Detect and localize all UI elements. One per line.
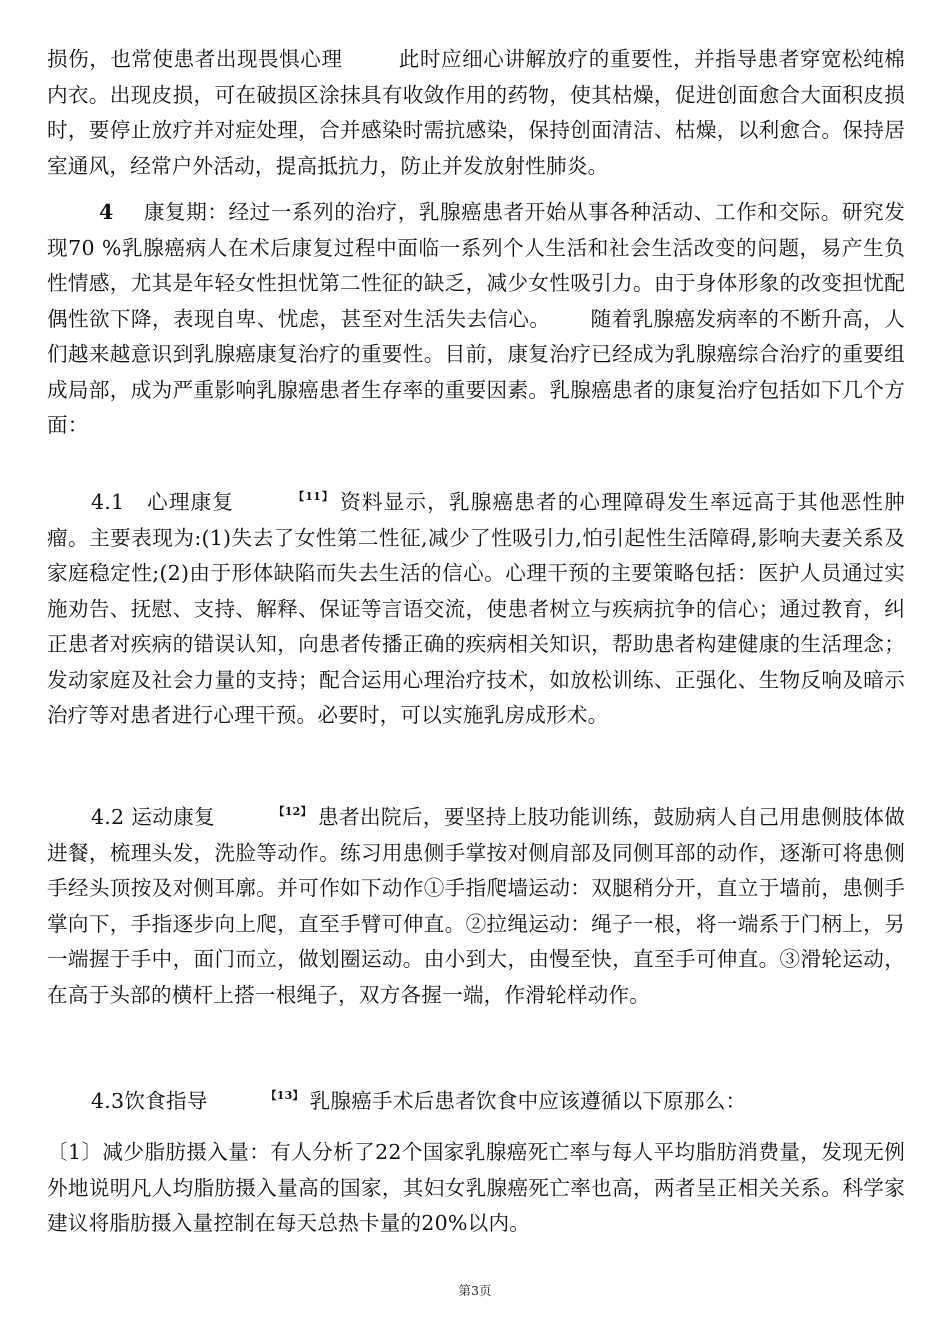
section-4-3-diet <box>47 1078 905 1120</box>
paragraph-recovery-period <box>47 195 905 444</box>
text-4-3: 乳腺癌手术后患者饮食中应该遵循以下原那么： <box>309 1089 747 1113</box>
section-4-1-psychological <box>47 479 905 734</box>
heading-4-3: 4.3饮食指导 <box>91 1089 208 1113</box>
ref-13: 【13】 <box>265 1089 304 1102</box>
text-4-1: 资料显示，乳腺癌患者的心理障碍发生率远高于其他恶性肿瘤。主要表现为:(1)失去了女性第二性征,减少了性吸引力,怕引起性生活障碍,影响夫妻关系及家庭稳定性;(2)由于形体缺陷而失去生活的信心。心理干预的主要策略包括：医护人员通过实施劝告、抚慰、支持、解释、保证等言语交流，使患者树立与疾病抗争的信心；通过教育，纠正患者对疾病的错误认知，向患者传播正确的疾病相关知识，帮助患者构建健康的生活理念；发动家庭及社会力量的支持；配合运用心理治疗技术，如放松训练、正强化、生物反响及暗示治疗等对患者进行心理干预。必要时，可以实施乳房成形术。 <box>47 490 905 727</box>
heading-4-2: 4.2 运动康复 <box>91 805 216 829</box>
text-reduce-fat: 〔1〕减少脂肪摄入量：有人分析了22个国家乳腺癌死亡率与每人平均脂肪消费量，发现无例外地说明凡人均脂肪摄入量高的国家，其妇女乳腺癌死亡率也高，两者呈正相关关系。科学家建议将脂肪摄入量控制在每天总热卡量的20%以内。 <box>47 1140 905 1235</box>
text-recovery-b: 随着乳腺癌发病率的不断升高，人们越来越意识到乳腺癌康复治疗的重要性。目前，康复治疗已经成为乳腺癌综合治疗的重要组成局部，成为严重影响乳腺癌患者生存率的重要因素。乳腺癌患者的康复治疗包括如下几个方面： <box>47 306 905 437</box>
section-number-4: 4 <box>99 200 114 224</box>
page-number: 第3页 <box>458 1283 492 1298</box>
paragraph-radiotherapy-care <box>47 42 905 184</box>
ref-12: 【12】 <box>273 805 312 818</box>
text-4-2: 患者出院后，要坚持上肢功能训练，鼓励病人自己用患侧肢体做进餐，梳理头发，洗脸等动作。练习用患侧手掌按对侧肩部及同侧耳部的动作，逐渐可将患侧手经头顶按及对侧耳廓。并可作如下动作①手指爬墙运动：双腿稍分开，直立于墙前，患侧手掌向下，手指逐步向上爬，直至手臂可伸直。②拉绳运动：绳子一根，将一端系于门柄上，另一端握于手中，面门而立，做划圈运动。由小到大，由慢至快，直至手可伸直。③滑轮运动，在高于头部的横杆上搭一根绳子，双方各握一端，作滑轮样动作。 <box>47 805 906 1007</box>
text-recovery-a: 康复期：经过一系列的治疗，乳腺癌患者开始从事各种活动、工作和交际。研究发现70 %乳腺癌病人在术后康复过程中面临一系列个人生活和社会生活改变的问题，易产生负性情感，尤其是年轻女性担忧第二性征的缺乏，减少女性吸引力。由于身体形象的改变担忧配偶性欲下降，表现自卑、忧虑，甚至对生活失去信心。 <box>47 200 905 331</box>
paragraph-reduce-fat <box>47 1135 905 1242</box>
heading-4-1: 4.1 心理康复 <box>91 490 235 514</box>
section-4-2-exercise <box>47 794 905 1013</box>
ref-11: 【11】 <box>292 490 335 503</box>
text-radiotherapy-guidance: 此时应细心讲解放疗的重要性，并指导患者穿宽松纯棉内衣。出现皮损，可在破损区涂抹具有收敛作用的药物，使其枯燥，促进创面愈合大面积皮损时，要停止放疗并对症处理，合并感染时需抗感染，保持创面清洁、枯燥，以利愈合。保持居室通风，经常户外活动，提高抵抗力，防止并发放射性肺炎。 <box>47 47 905 178</box>
text-fear-clause: 损伤，也常使患者出现畏惧心理 <box>47 47 343 71</box>
